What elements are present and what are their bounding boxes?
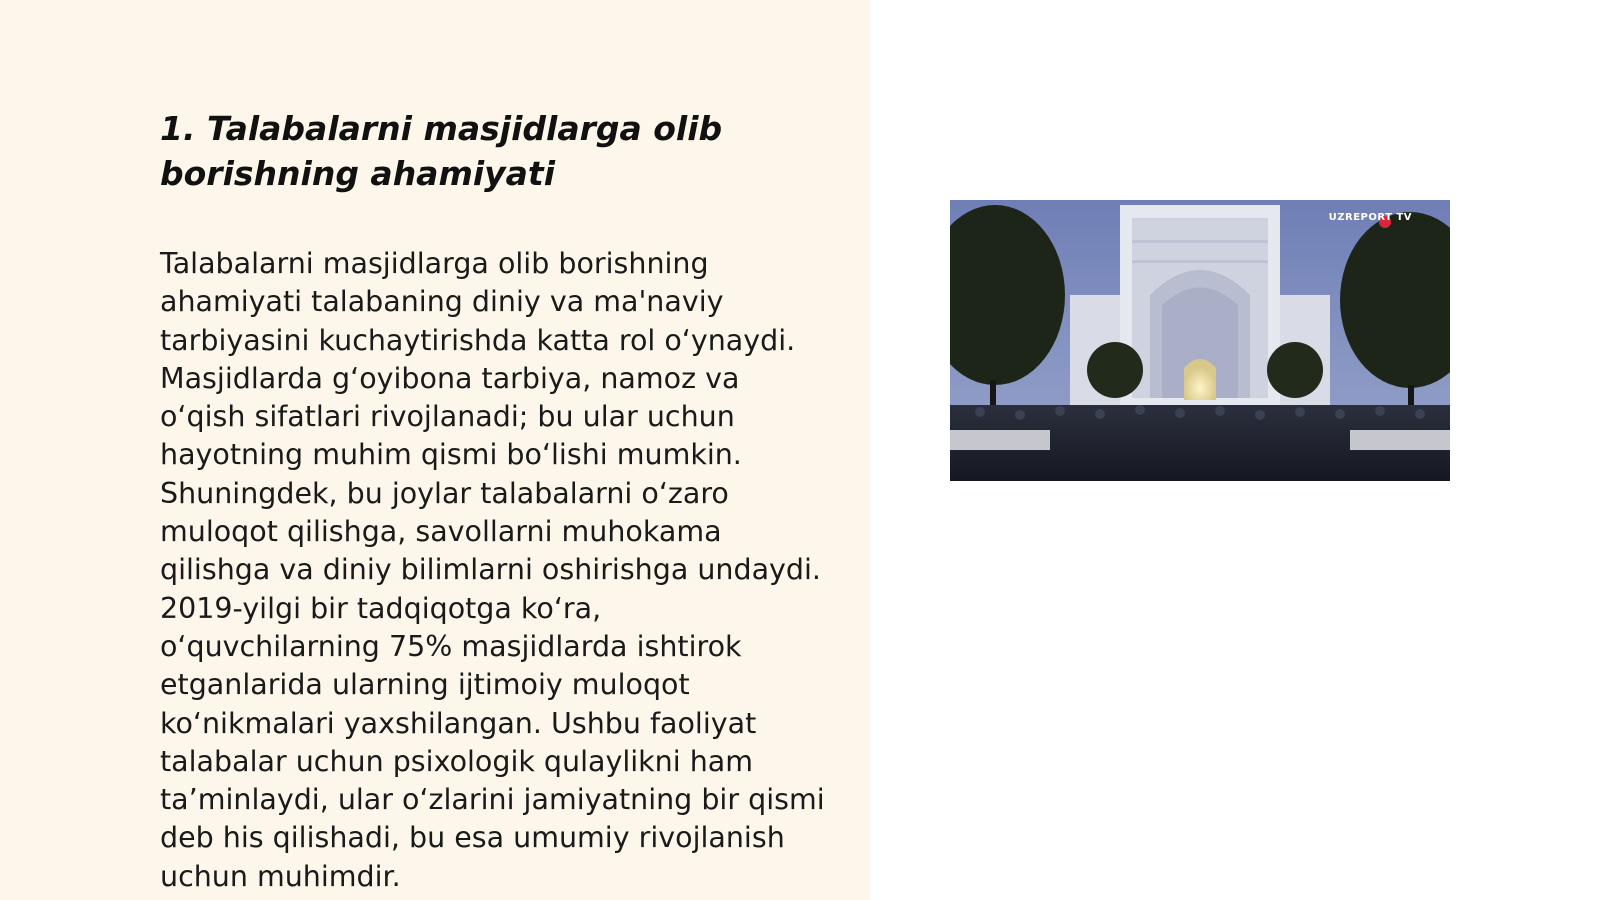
slide-body-text: Talabalarni masjidlarga olib borishning ahamiyati talabaning diniy va ma'naviy tarbiyasini kuchaytirishda katta rol o‘ynaydi. Masjidlarda g‘oyibona tarbiya, namoz va o‘qish sifatlari rivojlanadi; bu ular uchun hayotning muhim qismi bo‘lishi mumkin. Shuningdek, bu joylar talabalarni o‘zaro muloqot qilishga, savollarni muhokama qilishga va diniy bilimlarni oshirishga undaydi. 2019-yilgi bir tadqiqotga ko‘ra, o‘quvchilarning 75% masjidlarda ishtirok etganlarida ularning ijtimoiy muloqot ko‘nikmalari yaxshilangan. Ushbu faoliyat talabalar uchun psixologik qulaylikni ham ta’minlaydi, ular o‘zlarini jamiyatning bir qismi deb his qilishadi, bu esa umumiy rivojlanish uchun muhimdir. [160,247,825,893]
photo-watermark: UZREPORT TV [1328,212,1412,223]
mosque-photo [950,200,1450,481]
slide-title: 1. Talabalarni masjidlarga olib borishning ahamiyati [160,109,723,193]
mosque-photo-icon [950,200,1450,481]
